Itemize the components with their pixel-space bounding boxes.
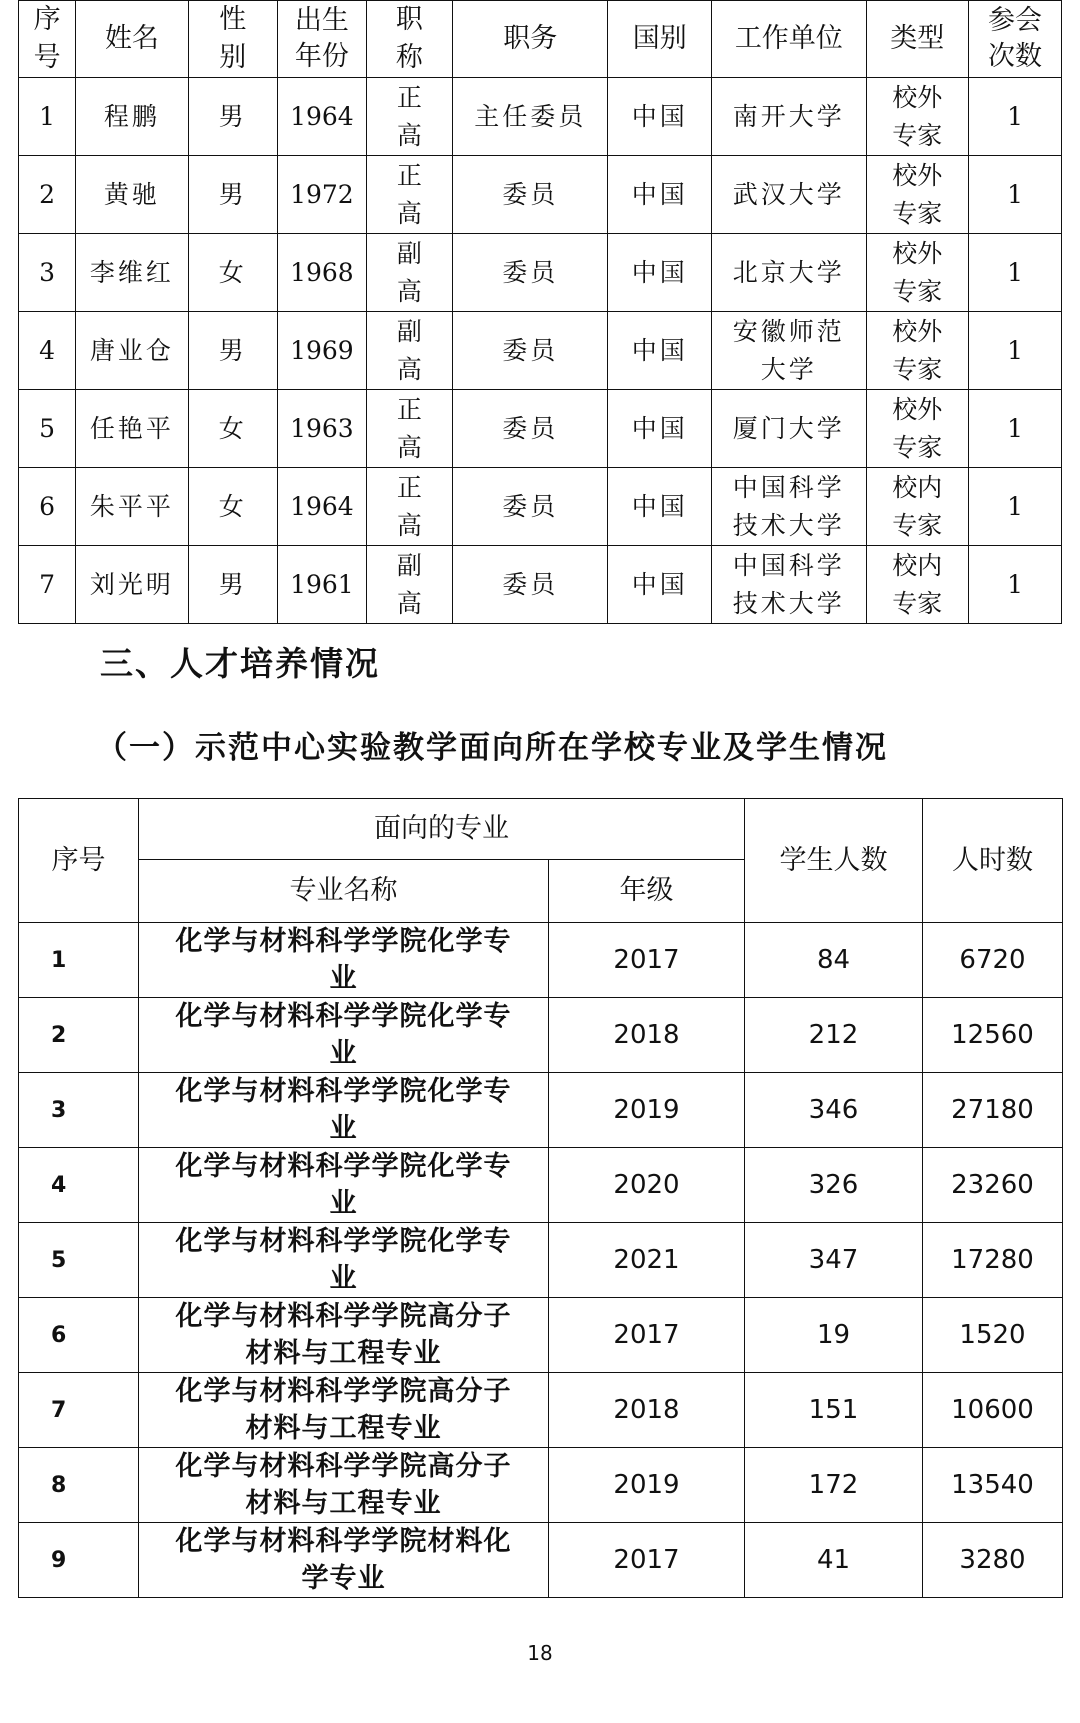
cell-student-count: 212: [745, 998, 923, 1073]
cell-title: 正高: [366, 468, 452, 546]
students-row: [19, 1223, 1063, 1298]
cell-major-name: 化学与材料科学学院化学专业: [139, 998, 549, 1073]
cell-person-hours: 1520: [923, 1298, 1063, 1373]
cell-unit: 安徽师范大学: [712, 312, 866, 390]
cell-major-name: 化学与材料科学学院高分子材料与工程专业: [139, 1298, 549, 1373]
section-heading: 三、人才培养情况: [100, 644, 380, 683]
cell-no: 9: [19, 1523, 139, 1598]
cell-no: 3: [19, 1073, 139, 1148]
cell-grade: 2018: [549, 1373, 745, 1448]
cell-unit: 中国科学技术大学: [712, 468, 866, 546]
cell-name: 程鹏: [76, 78, 188, 156]
cell-type: 校内专家: [866, 468, 969, 546]
page-number: 18: [527, 1641, 553, 1665]
cell-no: 8: [19, 1448, 139, 1523]
committee-row: [19, 390, 1062, 468]
cell-birth-year: 1964: [278, 468, 367, 546]
header-unit: 工作单位: [712, 1, 866, 78]
students-row: [19, 1448, 1063, 1523]
cell-birth-year: 1963: [278, 390, 367, 468]
cell-person-hours: 6720: [923, 923, 1063, 998]
cell-attend-count: 1: [969, 546, 1062, 624]
committee-header-row: [19, 1, 1062, 78]
cell-name: 唐业仓: [76, 312, 188, 390]
cell-country: 中国: [608, 312, 712, 390]
students-row: [19, 1148, 1063, 1223]
header-type: 类型: [866, 1, 969, 78]
cell-grade: 2020: [549, 1148, 745, 1223]
students-table: [18, 798, 1063, 1598]
cell-name: 李维红: [76, 234, 188, 312]
cell-unit: 中国科学技术大学: [712, 546, 866, 624]
cell-country: 中国: [608, 156, 712, 234]
cell-no: 6: [19, 1298, 139, 1373]
header-title: 职称: [366, 1, 452, 78]
students-row: [19, 1523, 1063, 1598]
cell-position: 委员: [453, 234, 608, 312]
cell-no: 2: [19, 998, 139, 1073]
header-major-name: 专业名称: [139, 860, 549, 923]
committee-row: [19, 234, 1062, 312]
cell-major-name: 化学与材料科学学院化学专业: [139, 1073, 549, 1148]
cell-title: 副高: [366, 546, 452, 624]
students-row: [19, 998, 1063, 1073]
cell-birth-year: 1969: [278, 312, 367, 390]
cell-attend-count: 1: [969, 390, 1062, 468]
cell-title: 正高: [366, 78, 452, 156]
cell-student-count: 347: [745, 1223, 923, 1298]
cell-attend-count: 1: [969, 78, 1062, 156]
committee-row: [19, 156, 1062, 234]
header-attend-count: 参会次数: [969, 1, 1062, 78]
cell-type: 校外专家: [866, 234, 969, 312]
cell-grade: 2018: [549, 998, 745, 1073]
cell-no: 5: [19, 390, 76, 468]
cell-name: 朱平平: [76, 468, 188, 546]
students-row: [19, 923, 1063, 998]
cell-person-hours: 12560: [923, 998, 1063, 1073]
cell-country: 中国: [608, 390, 712, 468]
cell-student-count: 172: [745, 1448, 923, 1523]
cell-gender: 女: [188, 468, 278, 546]
subsection-heading: （一）示范中心实验教学面向所在学校专业及学生情况: [96, 730, 888, 766]
cell-major-name: 化学与材料科学学院材料化学专业: [139, 1523, 549, 1598]
cell-major-name: 化学与材料科学学院高分子材料与工程专业: [139, 1448, 549, 1523]
cell-type: 校外专家: [866, 78, 969, 156]
cell-student-count: 41: [745, 1523, 923, 1598]
cell-name: 任艳平: [76, 390, 188, 468]
students-row: [19, 1373, 1063, 1448]
cell-person-hours: 13540: [923, 1448, 1063, 1523]
cell-name: 刘光明: [76, 546, 188, 624]
header-no: 序号: [19, 1, 76, 78]
committee-row: [19, 468, 1062, 546]
students-row: [19, 1073, 1063, 1148]
cell-birth-year: 1968: [278, 234, 367, 312]
cell-no: 7: [19, 1373, 139, 1448]
cell-major-name: 化学与材料科学学院化学专业: [139, 923, 549, 998]
cell-no: 1: [19, 923, 139, 998]
cell-country: 中国: [608, 468, 712, 546]
cell-no: 2: [19, 156, 76, 234]
cell-student-count: 84: [745, 923, 923, 998]
cell-person-hours: 17280: [923, 1223, 1063, 1298]
cell-position: 委员: [453, 156, 608, 234]
cell-country: 中国: [608, 78, 712, 156]
cell-person-hours: 23260: [923, 1148, 1063, 1223]
cell-position: 委员: [453, 468, 608, 546]
committee-table: [18, 0, 1062, 624]
cell-no: 6: [19, 468, 76, 546]
header-no: 序号: [19, 799, 139, 923]
students-header-row-1: [19, 799, 1063, 860]
cell-student-count: 346: [745, 1073, 923, 1148]
cell-unit: 武汉大学: [712, 156, 866, 234]
header-major-group: 面向的专业: [139, 799, 745, 860]
cell-grade: 2017: [549, 1298, 745, 1373]
header-person-hours: 人时数: [923, 799, 1063, 923]
cell-no: 3: [19, 234, 76, 312]
cell-grade: 2017: [549, 1523, 745, 1598]
cell-gender: 男: [188, 546, 278, 624]
committee-row: [19, 78, 1062, 156]
cell-type: 校外专家: [866, 390, 969, 468]
cell-person-hours: 3280: [923, 1523, 1063, 1598]
cell-country: 中国: [608, 546, 712, 624]
cell-birth-year: 1964: [278, 78, 367, 156]
cell-unit: 北京大学: [712, 234, 866, 312]
cell-position: 主任委员: [453, 78, 608, 156]
cell-title: 正高: [366, 156, 452, 234]
committee-row: [19, 312, 1062, 390]
cell-no: 7: [19, 546, 76, 624]
header-country: 国别: [608, 1, 712, 78]
cell-grade: 2019: [549, 1448, 745, 1523]
cell-position: 委员: [453, 312, 608, 390]
cell-major-name: 化学与材料科学学院化学专业: [139, 1148, 549, 1223]
cell-gender: 男: [188, 156, 278, 234]
cell-person-hours: 27180: [923, 1073, 1063, 1148]
cell-position: 委员: [453, 546, 608, 624]
header-birth-year: 出生年份: [278, 1, 367, 78]
cell-position: 委员: [453, 390, 608, 468]
cell-name: 黄驰: [76, 156, 188, 234]
cell-gender: 女: [188, 234, 278, 312]
cell-grade: 2021: [549, 1223, 745, 1298]
cell-gender: 女: [188, 390, 278, 468]
header-grade: 年级: [549, 860, 745, 923]
header-name: 姓名: [76, 1, 188, 78]
cell-attend-count: 1: [969, 312, 1062, 390]
students-row: [19, 1298, 1063, 1373]
cell-attend-count: 1: [969, 234, 1062, 312]
cell-birth-year: 1961: [278, 546, 367, 624]
cell-grade: 2017: [549, 923, 745, 998]
cell-no: 4: [19, 1148, 139, 1223]
cell-type: 校外专家: [866, 312, 969, 390]
cell-student-count: 326: [745, 1148, 923, 1223]
cell-no: 1: [19, 78, 76, 156]
cell-grade: 2019: [549, 1073, 745, 1148]
cell-country: 中国: [608, 234, 712, 312]
cell-attend-count: 1: [969, 468, 1062, 546]
cell-gender: 男: [188, 312, 278, 390]
cell-birth-year: 1972: [278, 156, 367, 234]
cell-title: 副高: [366, 234, 452, 312]
header-position: 职务: [453, 1, 608, 78]
cell-type: 校内专家: [866, 546, 969, 624]
cell-no: 4: [19, 312, 76, 390]
cell-no: 5: [19, 1223, 139, 1298]
cell-title: 副高: [366, 312, 452, 390]
cell-unit: 南开大学: [712, 78, 866, 156]
header-student-count: 学生人数: [745, 799, 923, 923]
cell-unit: 厦门大学: [712, 390, 866, 468]
cell-person-hours: 10600: [923, 1373, 1063, 1448]
committee-row: [19, 546, 1062, 624]
cell-type: 校外专家: [866, 156, 969, 234]
cell-attend-count: 1: [969, 156, 1062, 234]
header-gender: 性别: [188, 1, 278, 78]
cell-gender: 男: [188, 78, 278, 156]
cell-student-count: 19: [745, 1298, 923, 1373]
cell-major-name: 化学与材料科学学院高分子材料与工程专业: [139, 1373, 549, 1448]
cell-title: 正高: [366, 390, 452, 468]
cell-student-count: 151: [745, 1373, 923, 1448]
cell-major-name: 化学与材料科学学院化学专业: [139, 1223, 549, 1298]
